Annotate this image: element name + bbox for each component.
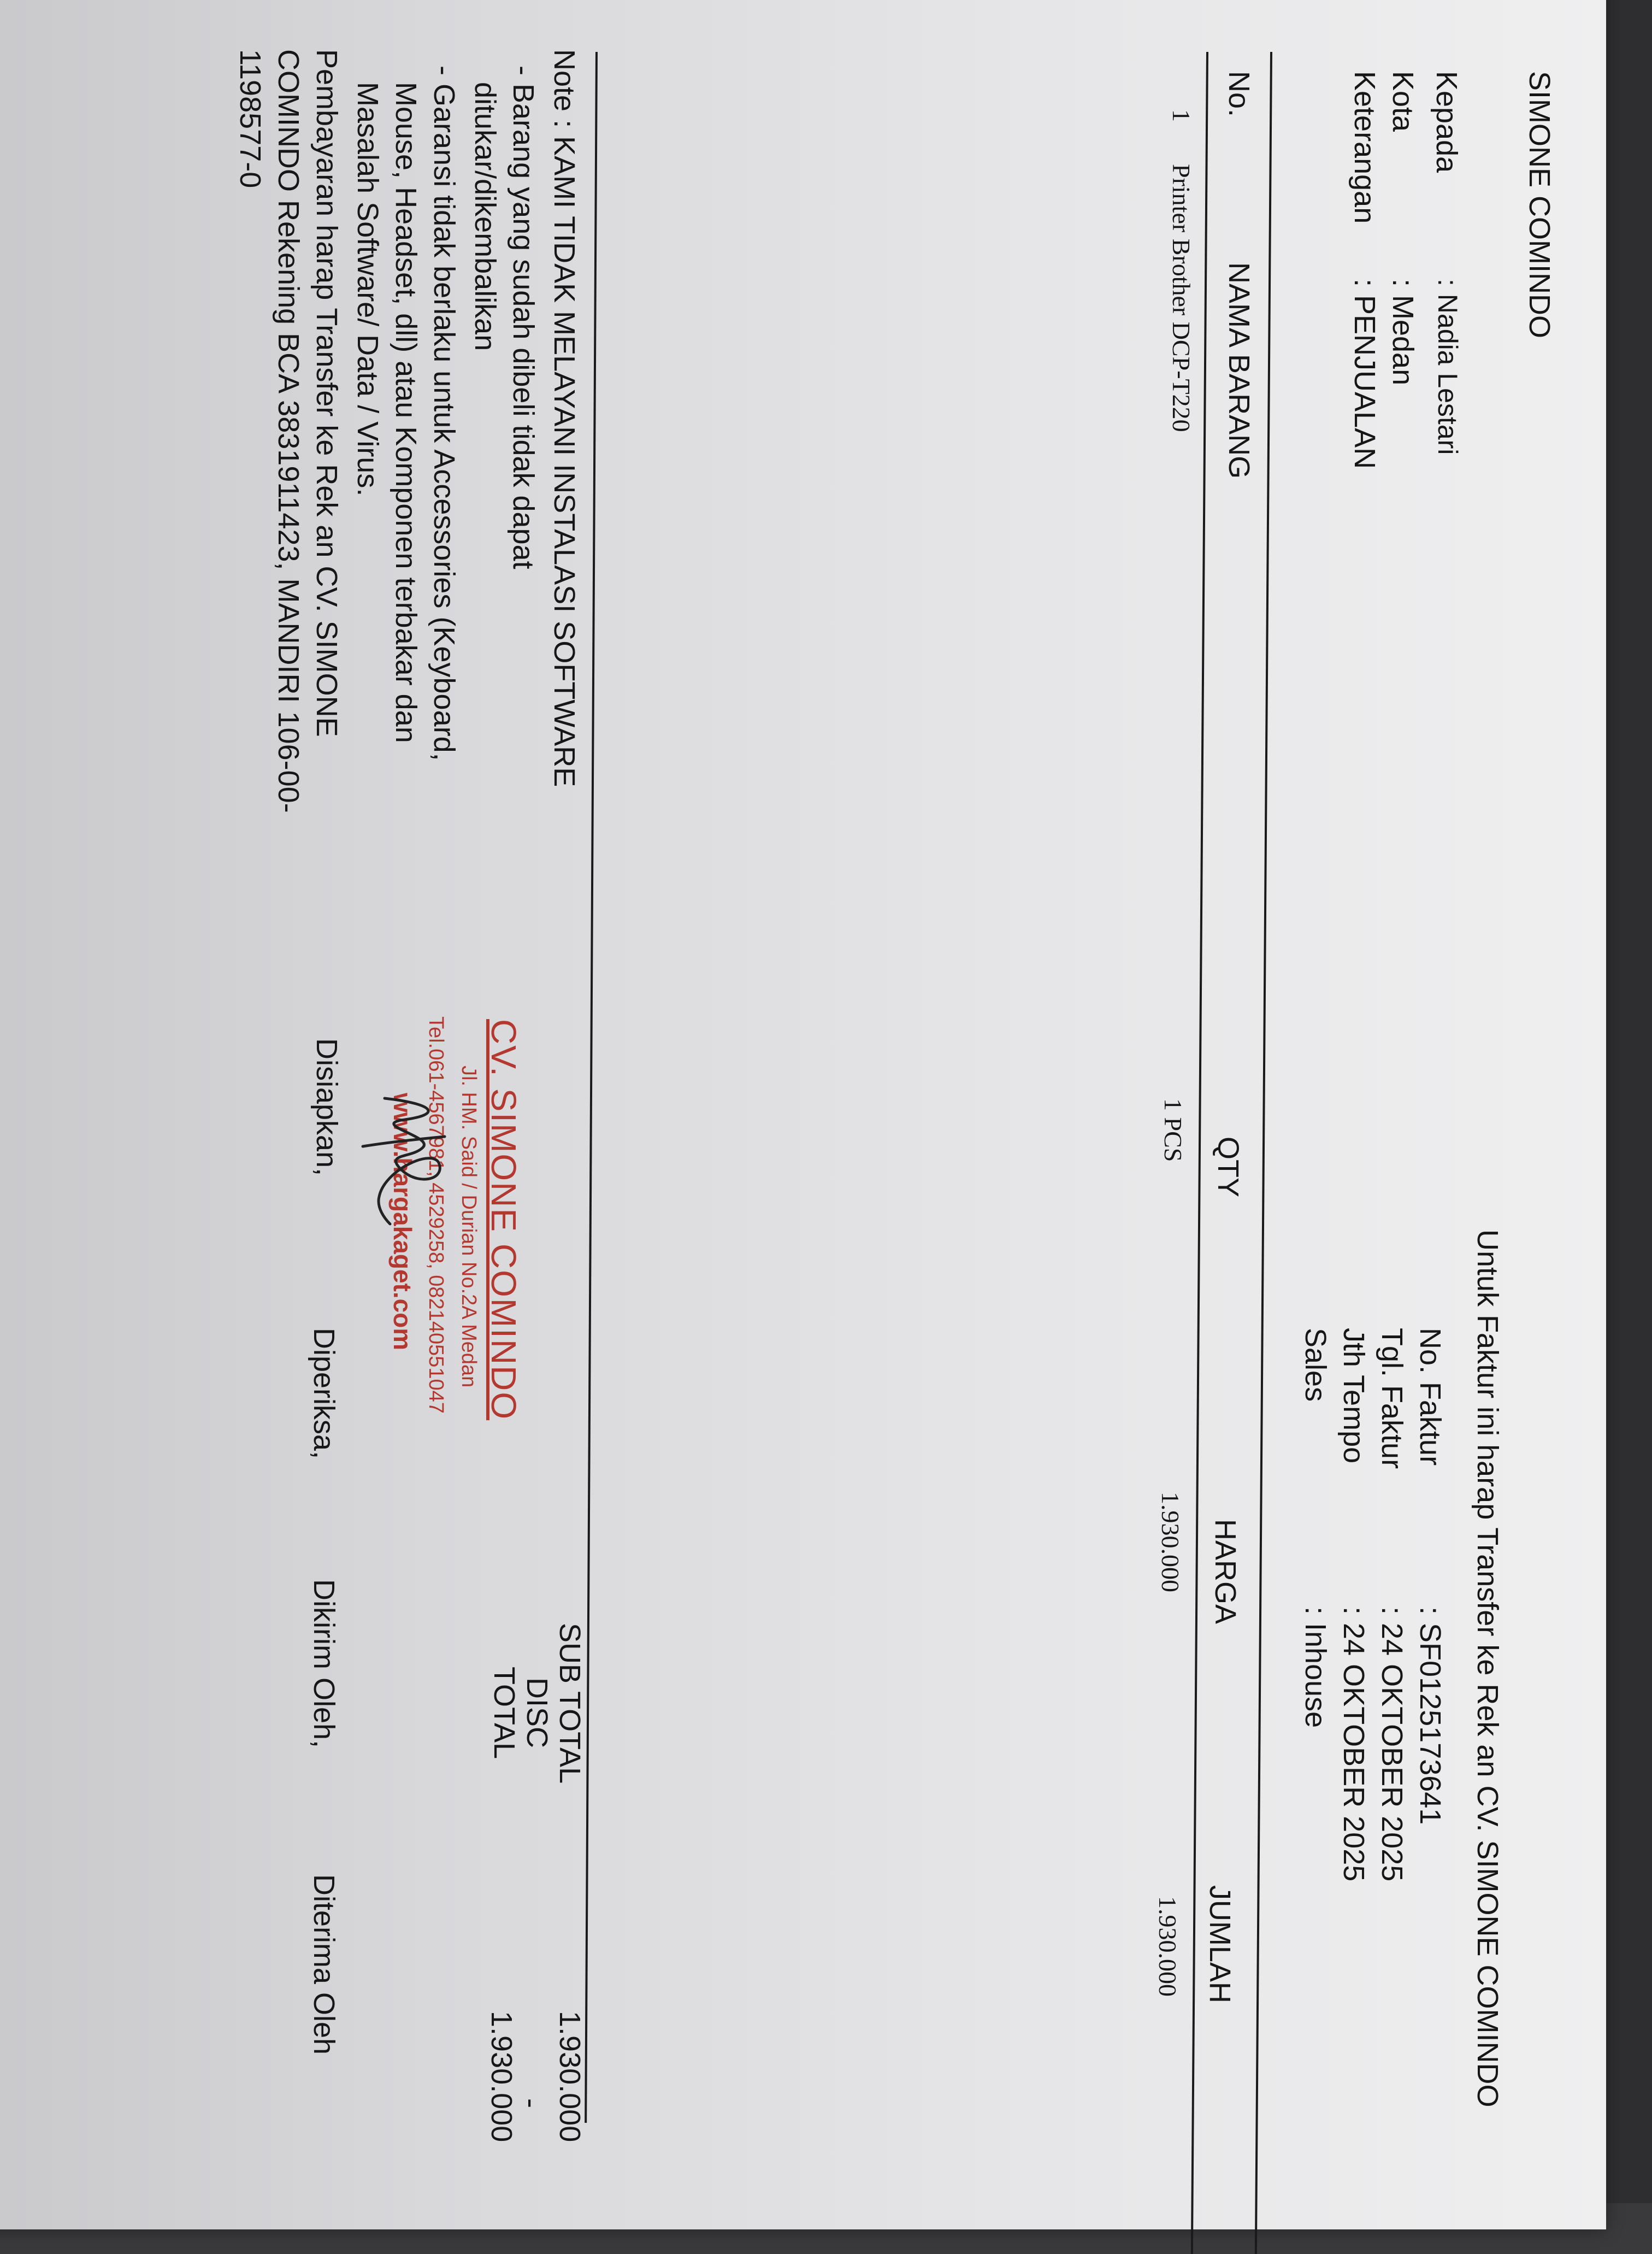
stamp-address: Jl. HM. Said / Durian No.2A Medan: [457, 1066, 480, 1388]
stamp-phone: Tel.061-4567981, 4529258, 082140551047: [424, 1016, 447, 1414]
note-line-1: - Barang yang sudah dibeli tidak dapat: [507, 66, 540, 569]
kota-value: : Medan: [1386, 279, 1419, 386]
row-jumlah: 1.930.000: [1154, 1896, 1182, 1997]
keterangan-value: : PENJUALAN: [1348, 279, 1381, 469]
row-no: 1: [1167, 109, 1195, 122]
disc-value: -: [515, 2098, 548, 2108]
company-name: SIMONE COMINDO: [1523, 71, 1556, 339]
sig-diperiksa: Diperiksa,: [308, 1328, 340, 1459]
handwritten-signature: [357, 1087, 467, 1229]
row-nama: Printer Brother DCP-T220: [1167, 164, 1195, 432]
note-line-6: Pembayaran harap Transfer ke Rek an CV. SIMONE: [310, 49, 343, 737]
col-header-jumlah: JUMLAH: [1203, 1885, 1236, 2004]
kota-label: Kota: [1386, 71, 1419, 132]
jth-tempo-label: Jth Tempo: [1337, 1328, 1370, 1464]
col-header-no: No.: [1223, 71, 1255, 117]
table-bottom-rule: [585, 52, 598, 2123]
table-top-rule: [1255, 52, 1272, 2254]
col-header-nama: NAMA BARANG: [1223, 262, 1255, 479]
total-value: 1.930.000: [485, 2011, 518, 2143]
col-header-qty: QTY: [1212, 1137, 1244, 1198]
stamp-title: CV. SIMONE COMINDO: [484, 1019, 523, 1421]
kepada-label: Kepada: [1430, 71, 1463, 173]
transfer-note: Untuk Faktur ini harap Transfer ke Rek an CV. SIMONE COMINDO: [1471, 1229, 1504, 2108]
tgl-faktur-label: Tgl. Faktur: [1376, 1328, 1408, 1469]
col-header-harga: HARGA: [1209, 1519, 1242, 1625]
row-harga: 1.930.000: [1157, 1492, 1184, 1592]
keterangan-label: Keterangan: [1348, 71, 1381, 224]
stamp-website: www.hargakaget.com: [388, 1093, 417, 1351]
row-qty: 1 PCS: [1159, 1098, 1187, 1162]
total-label: TOTAL: [488, 1667, 521, 1759]
sig-dikirim: Dikirim Oleh,: [308, 1579, 340, 1749]
note-line-4: Mouse, Headset, dll) atau Komponen terbakar dan: [390, 82, 422, 743]
note-line-3: - Garansi tidak berlaku untuk Accessories (Keyboard,: [428, 66, 461, 761]
tgl-faktur-value: : 24 OKTOBER 2025: [1376, 1606, 1408, 1882]
note-line-2: ditukar/dikembalikan: [469, 82, 502, 351]
disc-label: DISC: [521, 1678, 553, 1749]
note-line-8: 1198577-0: [234, 49, 267, 189]
no-faktur-value: : SF0125173641: [1414, 1606, 1447, 1825]
note-heading: Note : KAMI TIDAK MELAYANI INSTALASI SOFTWARE: [548, 49, 581, 787]
note-line-5: Masalah Software/ Data / Virus.: [351, 82, 384, 497]
sales-label: Sales: [1299, 1328, 1332, 1402]
kepada-value: : Nadia Lestari: [1432, 279, 1463, 455]
sig-diterima: Diterima Oleh: [308, 1874, 340, 2055]
subtotal-label: SUB TOTAL: [553, 1623, 586, 1784]
jth-tempo-value: : 24 OKTOBER 2025: [1337, 1606, 1370, 1882]
sig-disiapkan: Disiapkan,: [310, 1038, 343, 1176]
note-line-7: COMINDO Rekening BCA 3831911423, MANDIRI 106-00-: [272, 49, 305, 813]
sales-value: : Inhouse: [1299, 1606, 1332, 1728]
no-faktur-label: No. Faktur: [1414, 1328, 1447, 1466]
subtotal-value: 1.930.000: [553, 2011, 586, 2143]
